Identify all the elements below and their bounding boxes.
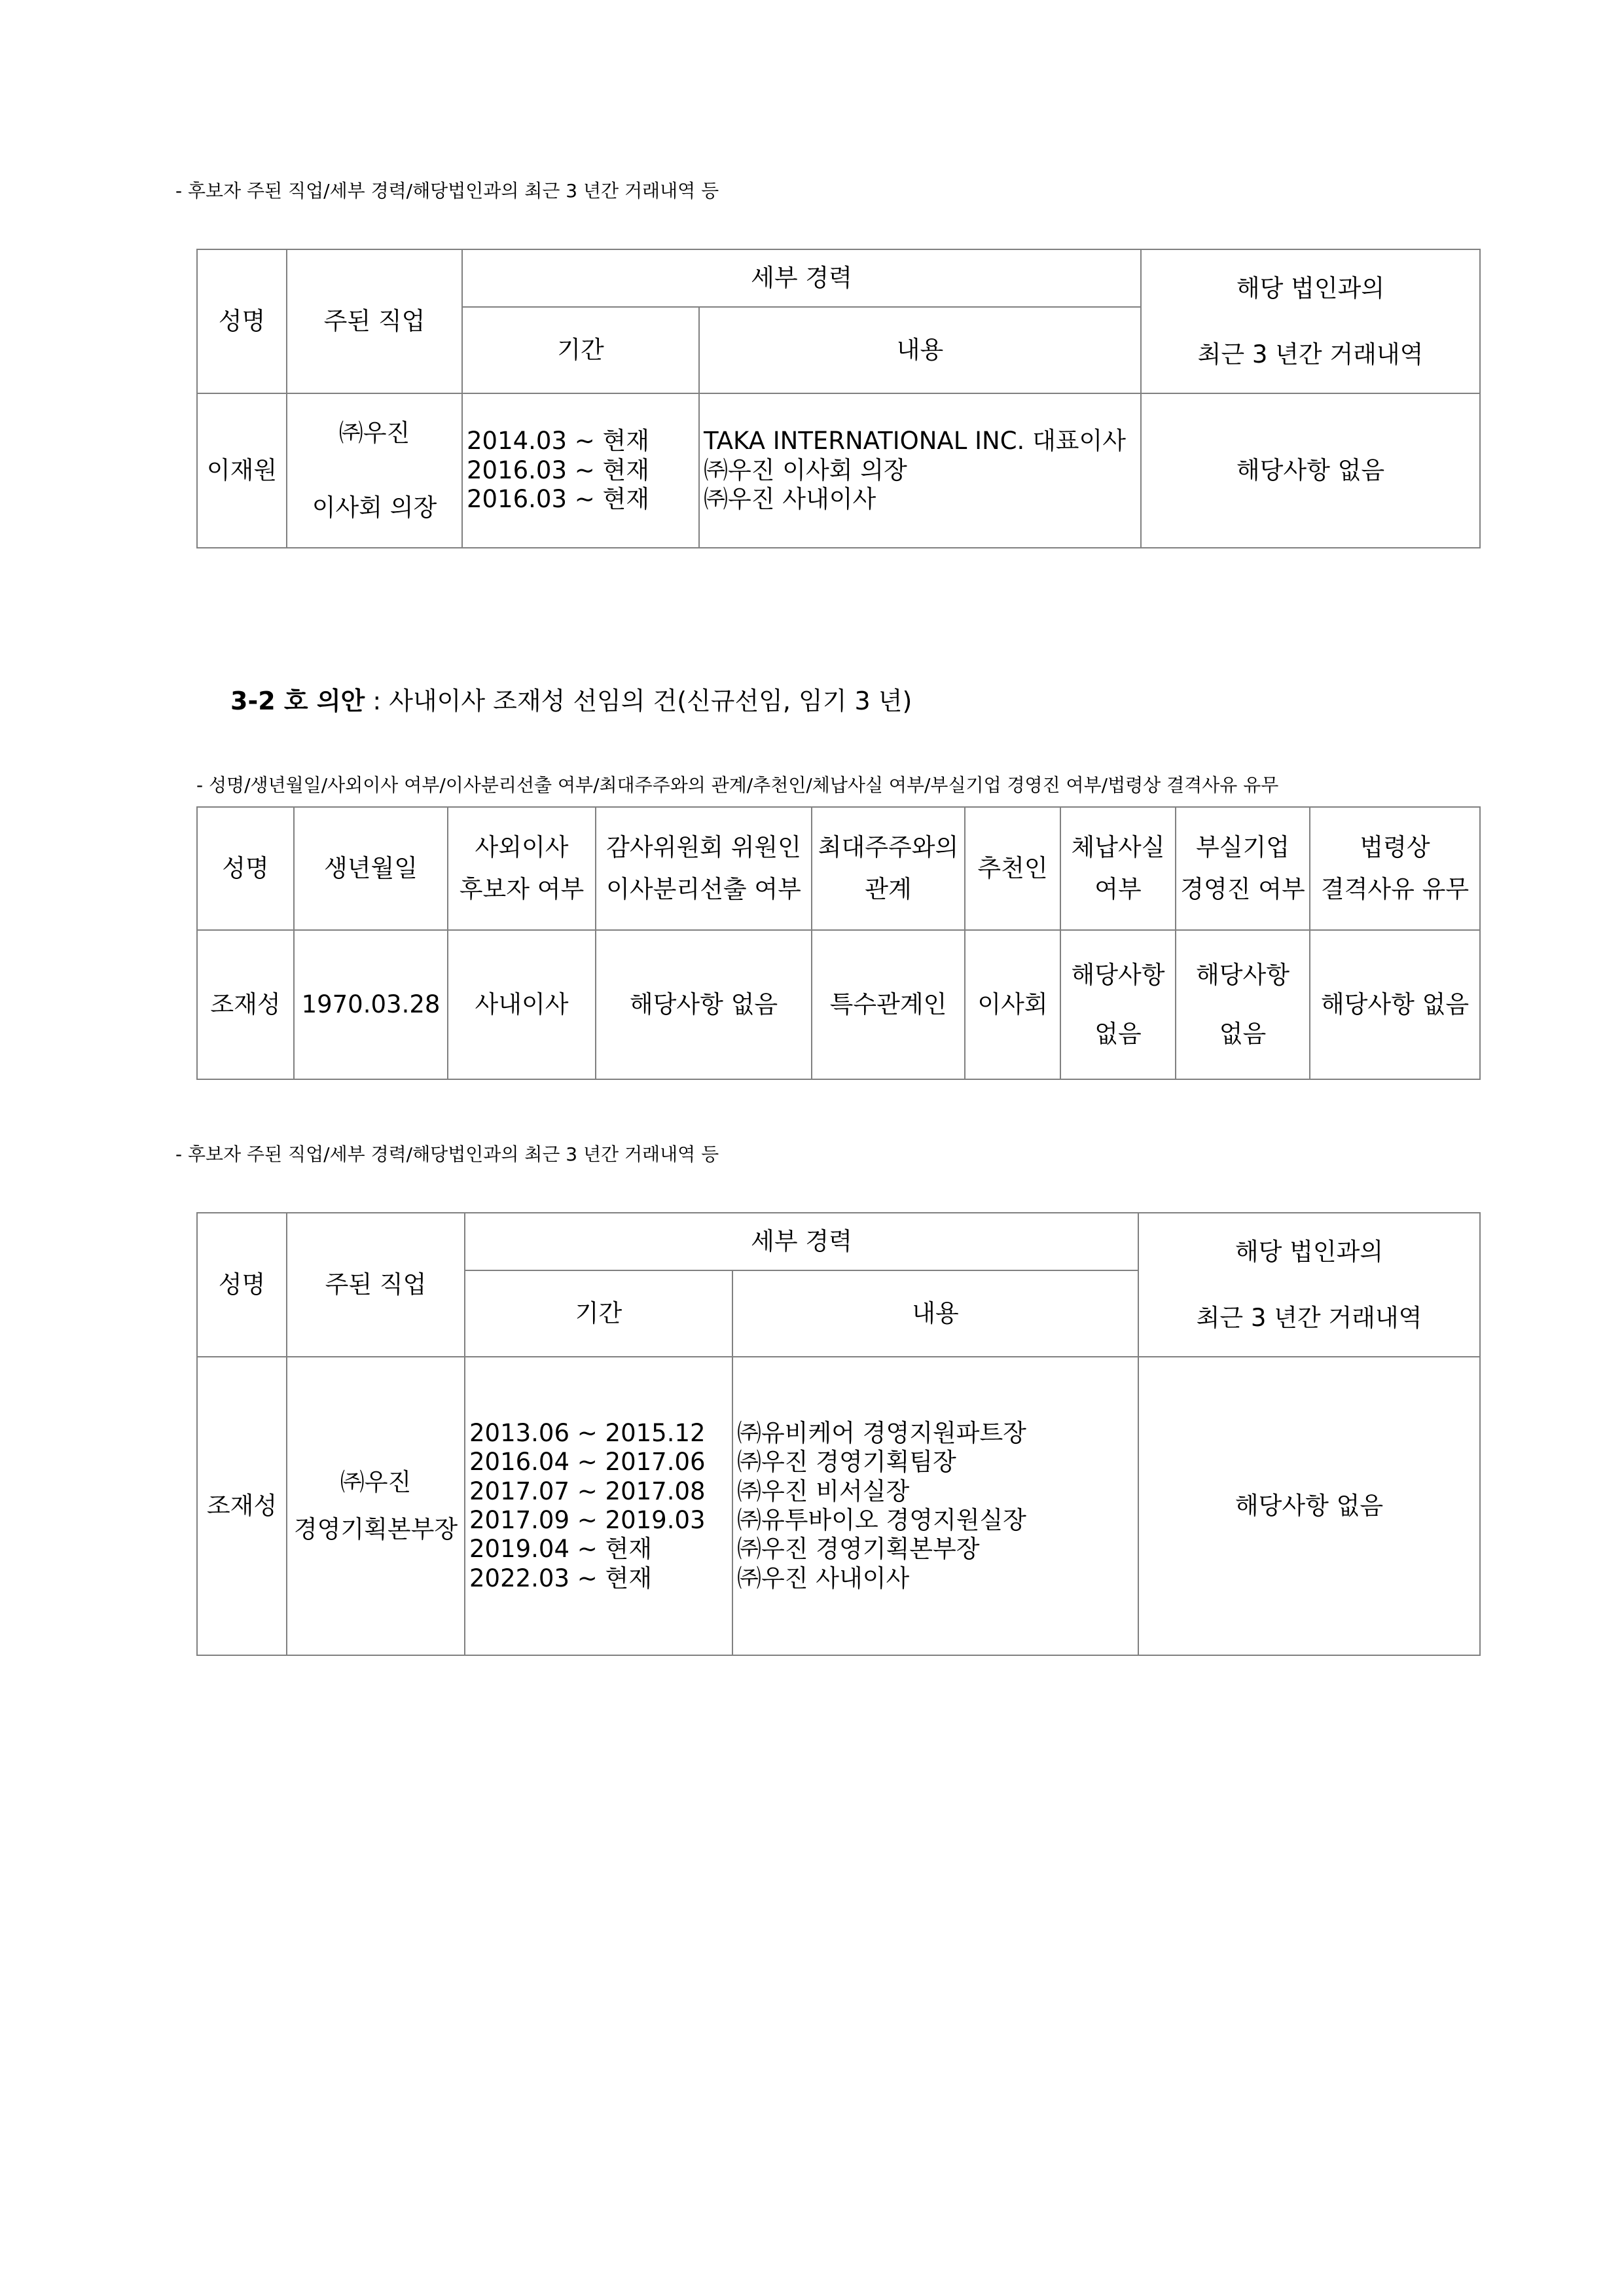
tax-line1: 해당사항 bbox=[1071, 960, 1165, 989]
period-cell bbox=[465, 1357, 732, 1655]
candidate-name: 이재원 bbox=[197, 393, 287, 548]
header-transactions-line2: 최근 3 년간 거래내역 bbox=[1196, 1304, 1422, 1332]
period-item: 2019.04 ~ 현재 bbox=[469, 1535, 653, 1564]
candidate-recommender: 이사회 bbox=[965, 930, 1060, 1079]
career-table-lee bbox=[196, 249, 1481, 548]
header-outside-line2: 후보자 여부 bbox=[459, 875, 585, 903]
header-legal-line2: 결격사유 유무 bbox=[1320, 875, 1470, 903]
header-career: 세부 경력 bbox=[462, 249, 1141, 307]
header-outside-line1: 사외이사 bbox=[475, 833, 569, 861]
candidate-job bbox=[287, 393, 462, 548]
content-item: ㈜우진 비서실장 bbox=[737, 1477, 910, 1505]
header-tax-line1: 체납사실 bbox=[1071, 833, 1165, 861]
header-major-line2: 관계 bbox=[865, 875, 912, 903]
header-tax-line2: 여부 bbox=[1094, 875, 1142, 903]
header-insolv-line2: 경영진 여부 bbox=[1180, 875, 1305, 903]
header-job: 주된 직업 bbox=[287, 249, 462, 393]
content-item: ㈜우진 사내이사 bbox=[737, 1564, 910, 1592]
header-major-shareholder bbox=[812, 807, 965, 930]
header-content: 내용 bbox=[699, 307, 1141, 393]
header-audit-line2: 이사분리선출 여부 bbox=[606, 875, 801, 903]
header-outside-director bbox=[448, 807, 596, 930]
content-cell bbox=[699, 393, 1141, 548]
insolv-line2: 없음 bbox=[1219, 1020, 1267, 1048]
period-item: 2017.07 ~ 2017.08 bbox=[469, 1477, 706, 1505]
period-item: 2016.03 ~ 현재 bbox=[467, 485, 650, 514]
job-company: ㈜우진 bbox=[338, 418, 410, 447]
header-transactions-line2: 최근 3 년간 거래내역 bbox=[1197, 340, 1424, 368]
period-item: 2016.04 ~ 2017.06 bbox=[469, 1448, 706, 1477]
content-item: ㈜우진 경영기획팀장 bbox=[737, 1448, 956, 1477]
header-period: 기간 bbox=[465, 1270, 732, 1357]
candidate-info-table bbox=[196, 806, 1481, 1080]
content-item: ㈜우진 경영기획본부장 bbox=[737, 1535, 980, 1564]
header-transactions bbox=[1138, 1213, 1480, 1357]
period-cell bbox=[462, 393, 699, 548]
content-item: ㈜우진 이사회 의장 bbox=[704, 456, 907, 484]
header-major-line1: 최대주주와의 bbox=[818, 833, 959, 861]
period-item: 2016.03 ~ 현재 bbox=[467, 456, 650, 484]
job-title: 경영기획본부장 bbox=[293, 1515, 458, 1543]
header-transactions-line1: 해당 법인과의 bbox=[1236, 274, 1385, 302]
note-career-2: - 후보자 주된 직업/세부 경력/해당법인과의 최근 3 년간 거래내역 등 bbox=[175, 1143, 719, 1165]
header-recommender: 추천인 bbox=[965, 807, 1060, 930]
header-job: 주된 직업 bbox=[287, 1213, 465, 1357]
header-insolv-line1: 부실기업 bbox=[1196, 833, 1290, 861]
note-candidate-info: - 성명/생년월일/사외이사 여부/이사분리선출 여부/최대주주와의 관계/추천인/체납사실 여부/부실기업 경영진 여부/법령상 결격사유 유무 bbox=[196, 774, 1279, 796]
transactions-value: 해당사항 없음 bbox=[1141, 393, 1480, 548]
candidate-name: 조재성 bbox=[197, 930, 294, 1079]
candidate-legal-disqualification: 해당사항 없음 bbox=[1310, 930, 1480, 1079]
agenda-title: : 사내이사 조재성 선임의 건(신규선임, 임기 3 년) bbox=[365, 687, 912, 715]
header-transactions-line1: 해당 법인과의 bbox=[1235, 1238, 1384, 1266]
header-name: 성명 bbox=[197, 807, 294, 930]
agenda-heading bbox=[230, 681, 912, 717]
header-audit-committee bbox=[596, 807, 812, 930]
candidate-birth: 1970.03.28 bbox=[294, 930, 448, 1079]
content-item: ㈜우진 사내이사 bbox=[704, 485, 876, 514]
header-birth: 생년월일 bbox=[294, 807, 448, 930]
header-insolvent-company bbox=[1176, 807, 1310, 930]
content-item: ㈜유투바이오 경영지원실장 bbox=[737, 1506, 1026, 1534]
job-company: ㈜우진 bbox=[340, 1467, 412, 1496]
period-item: 2017.09 ~ 2019.03 bbox=[469, 1506, 706, 1534]
header-period: 기간 bbox=[462, 307, 699, 393]
candidate-insolvent-company bbox=[1176, 930, 1310, 1079]
candidate-outside-director: 사내이사 bbox=[448, 930, 596, 1079]
header-tax-delinquency bbox=[1060, 807, 1176, 930]
candidate-audit-committee: 해당사항 없음 bbox=[596, 930, 812, 1079]
header-career: 세부 경력 bbox=[465, 1213, 1138, 1270]
agenda-number: 3-2 호 의안 bbox=[230, 687, 365, 715]
header-legal-disqualification bbox=[1310, 807, 1480, 930]
candidate-name: 조재성 bbox=[197, 1357, 287, 1655]
candidate-major-shareholder: 특수관계인 bbox=[812, 930, 965, 1079]
content-cell bbox=[732, 1357, 1138, 1655]
tax-line2: 없음 bbox=[1094, 1020, 1142, 1048]
job-title: 이사회 의장 bbox=[312, 493, 437, 522]
insolv-line1: 해당사항 bbox=[1196, 960, 1290, 989]
header-name: 성명 bbox=[197, 1213, 287, 1357]
period-item: 2022.03 ~ 현재 bbox=[469, 1564, 653, 1592]
header-audit-line1: 감사위원회 위원인 bbox=[606, 833, 801, 861]
period-item: 2014.03 ~ 현재 bbox=[467, 427, 650, 456]
candidate-tax-delinquency bbox=[1060, 930, 1176, 1079]
candidate-job bbox=[287, 1357, 465, 1655]
career-table-cho bbox=[196, 1212, 1481, 1656]
header-legal-line1: 법령상 bbox=[1360, 833, 1430, 861]
transactions-value: 해당사항 없음 bbox=[1138, 1357, 1480, 1655]
content-item: TAKA INTERNATIONAL INC. 대표이사 bbox=[704, 427, 1127, 456]
content-item: ㈜유비케어 경영지원파트장 bbox=[737, 1418, 1026, 1447]
period-item: 2013.06 ~ 2015.12 bbox=[469, 1418, 706, 1447]
header-transactions bbox=[1141, 249, 1480, 393]
note-career-1: - 후보자 주된 직업/세부 경력/해당법인과의 최근 3 년간 거래내역 등 bbox=[175, 180, 719, 202]
header-name: 성명 bbox=[197, 249, 287, 393]
header-content: 내용 bbox=[732, 1270, 1138, 1357]
